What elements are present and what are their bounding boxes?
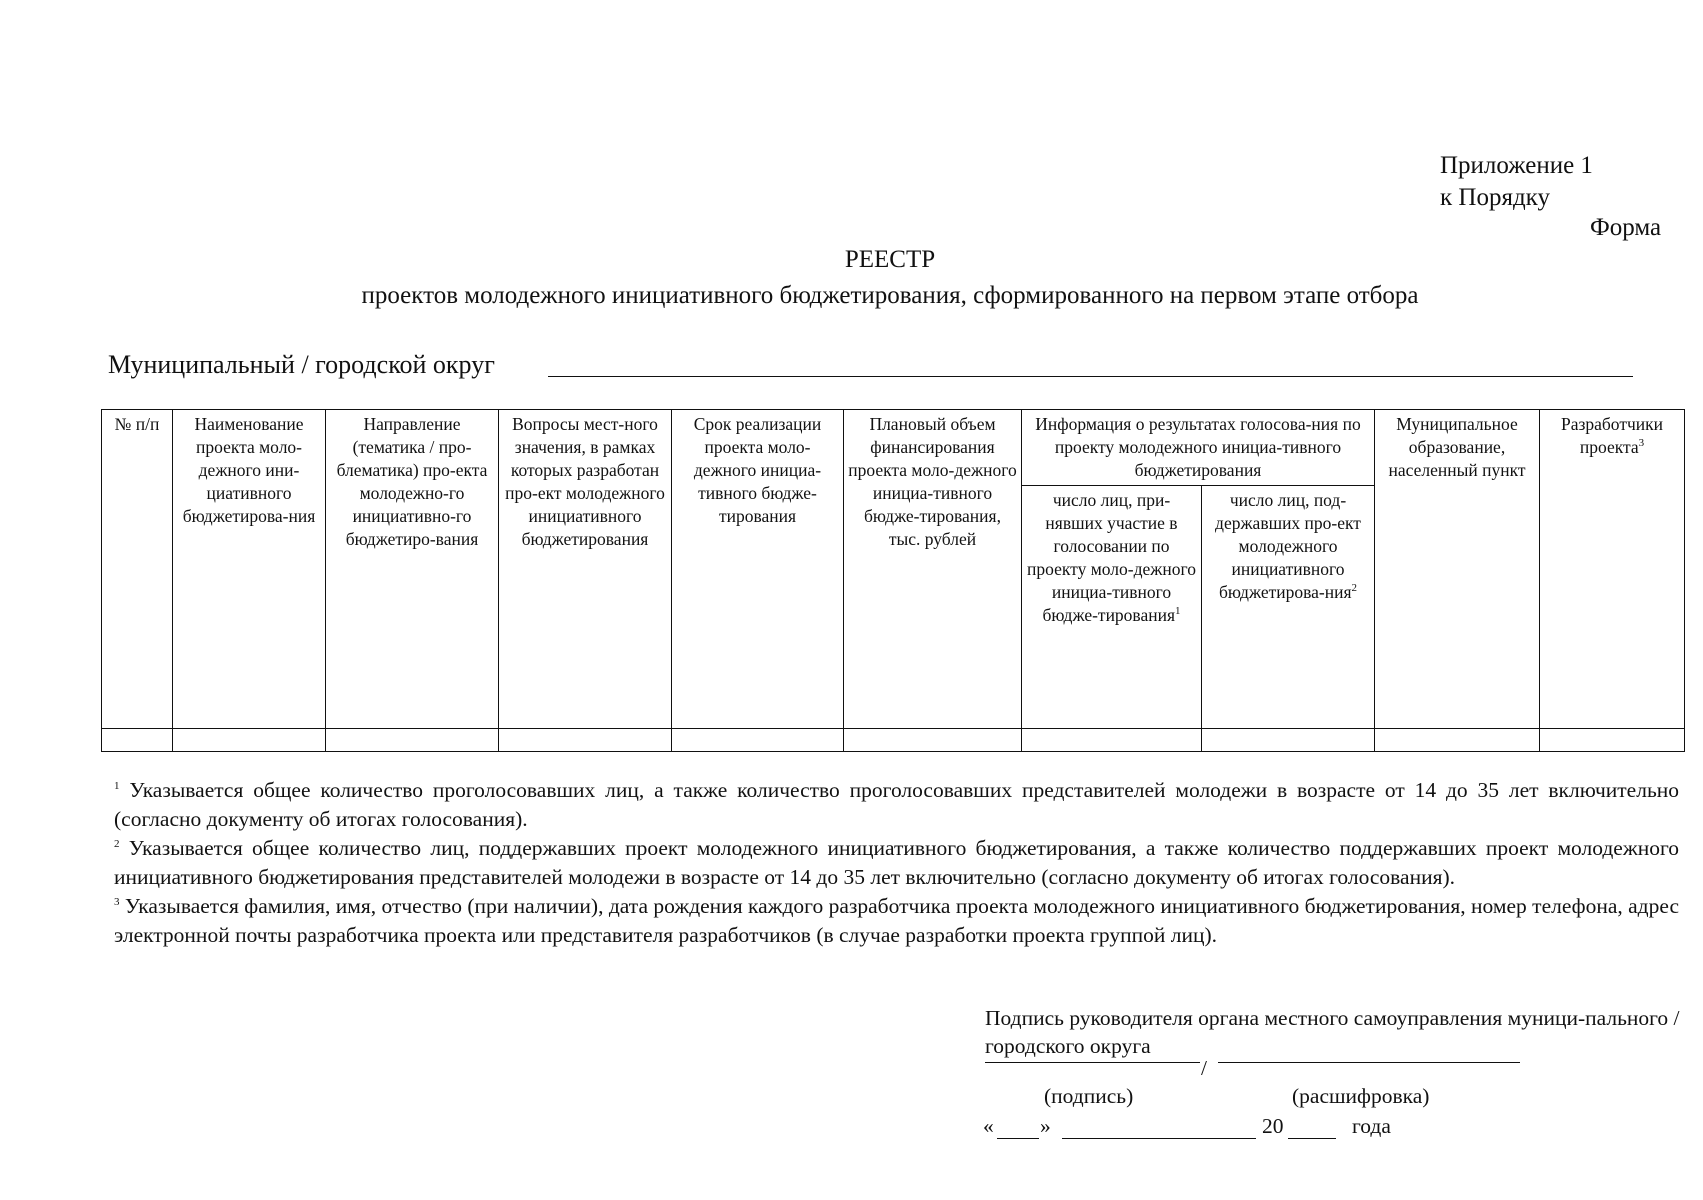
- cell-empty[interactable]: [1202, 729, 1375, 752]
- date-day-line[interactable]: [997, 1138, 1039, 1139]
- footnote-ref-3: 3: [1638, 437, 1645, 450]
- signature-slash: /: [1201, 1056, 1207, 1080]
- table-header-row: [102, 410, 1685, 486]
- header-term: Срок реализации проекта моло-дежного инициа-тивного бюдже-тирования: [672, 410, 844, 729]
- document-title: РЕЕСТР: [844, 246, 936, 273]
- cell-empty[interactable]: [173, 729, 326, 752]
- header-number: № п/п: [102, 410, 173, 729]
- cell-empty[interactable]: [672, 729, 844, 752]
- header-direction: Направление (тематика / про-блематика) про-екта молодежно-го инициативно-го бюджетиро-вания: [326, 410, 499, 729]
- cell-empty[interactable]: [844, 729, 1022, 752]
- header-supporters-count-text: число лиц, под-державших про-ект молодежного инициативного бюджетирова-ния: [1215, 490, 1361, 602]
- footnote-mark: 1: [114, 779, 120, 792]
- date-quote-close: »: [1040, 1114, 1051, 1138]
- decode-caption: (расшифровка): [1292, 1084, 1430, 1108]
- document-subtitle: проектов молодежного инициативного бюджетирования, сформированного на первом этапе отбора: [361, 282, 1419, 309]
- signature-block: [985, 1004, 1680, 1060]
- municipal-input-line[interactable]: [548, 376, 1633, 377]
- decode-line[interactable]: [1218, 1062, 1520, 1063]
- header-funding: Плановый объем финансирования проекта моло-дежного инициа-тивного бюдже-тирования, тыс. рублей: [844, 410, 1022, 729]
- footnote-mark: 2: [114, 837, 120, 850]
- form-label: Форма: [1590, 214, 1662, 241]
- date-year-line[interactable]: [1288, 1138, 1336, 1139]
- signature-line[interactable]: [985, 1062, 1200, 1063]
- cell-empty[interactable]: [326, 729, 499, 752]
- date-year-prefix: 20: [1262, 1114, 1284, 1138]
- appendix-line-1: Приложение 1: [1440, 152, 1593, 179]
- date-month-line[interactable]: [1062, 1138, 1256, 1139]
- appendix-line-2: к Порядку: [1440, 184, 1550, 211]
- footnote-1: [114, 776, 1679, 834]
- cell-empty[interactable]: [1375, 729, 1540, 752]
- date-year-suffix: года: [1352, 1114, 1391, 1138]
- cell-empty[interactable]: [499, 729, 672, 752]
- header-project-name: Наименование проекта моло-дежного ини-циативного бюджетирова-ния: [173, 410, 326, 729]
- header-local-issues: Вопросы мест-ного значения, в рамках которых разработан про-ект молодежного инициативного бюджетирования: [499, 410, 672, 729]
- footnote-text: Указывается общее количество проголосовавших лиц, а также количество проголосовавших представителей молодежи в возрасте от 14 до 35 лет включительно (согласно документу об итогах голосования).: [114, 778, 1680, 831]
- municipal-label: Муниципальный / городской округ: [108, 350, 495, 379]
- header-voting-info: Информация о результатах голосова-ния по проекту молодежного инициа-тивного бюджетирования: [1022, 410, 1375, 486]
- header-supporters-count: [1202, 486, 1375, 729]
- cell-empty[interactable]: [1022, 729, 1202, 752]
- cell-empty[interactable]: [1540, 729, 1685, 752]
- footnote-ref-2: 2: [1351, 582, 1358, 595]
- footnotes: [114, 776, 1679, 950]
- header-voters-count: [1022, 486, 1202, 729]
- footnote-3: [114, 892, 1679, 950]
- cell-empty[interactable]: [102, 729, 173, 752]
- table-row: [102, 729, 1685, 752]
- header-voters-count-text: число лиц, при-нявших участие в голосовании по проекту моло-дежного инициа-тивного бюдже-тирования: [1027, 490, 1196, 625]
- header-developers-text: Разработчики проекта: [1560, 414, 1664, 457]
- footnote-2: [114, 834, 1679, 892]
- footnote-text: Указывается общее количество лиц, поддержавших проект молодежного инициативного бюджетирования, а также количество поддержавших проект молодежного инициативного бюджетирования представителей молодежи в возрасте от 14 до 35 лет включительно (согласно документу об итогах голосования).: [114, 836, 1679, 889]
- registry-table: [101, 409, 1685, 752]
- footnote-ref-1: 1: [1175, 605, 1181, 618]
- appendix-header: [1440, 150, 1593, 214]
- header-municipality: Муниципальное образование, населенный пункт: [1375, 410, 1540, 729]
- footnote-text: Указывается фамилия, имя, отчество (при наличии), дата рождения каждого разработчика проекта молодежного инициативного бюджетирования, номер телефона, адрес электронной почты разработчика проекта или представителя разработчиков (в случае разработки проекта группой лиц).: [114, 894, 1679, 947]
- date-quote-open: «: [983, 1114, 994, 1138]
- footnote-mark: 3: [114, 895, 120, 908]
- signature-caption: (подпись): [1044, 1084, 1134, 1108]
- signature-heading: Подпись руководителя органа местного самоуправления муници-пального / городского округа: [985, 1006, 1680, 1058]
- header-developers: [1540, 410, 1685, 729]
